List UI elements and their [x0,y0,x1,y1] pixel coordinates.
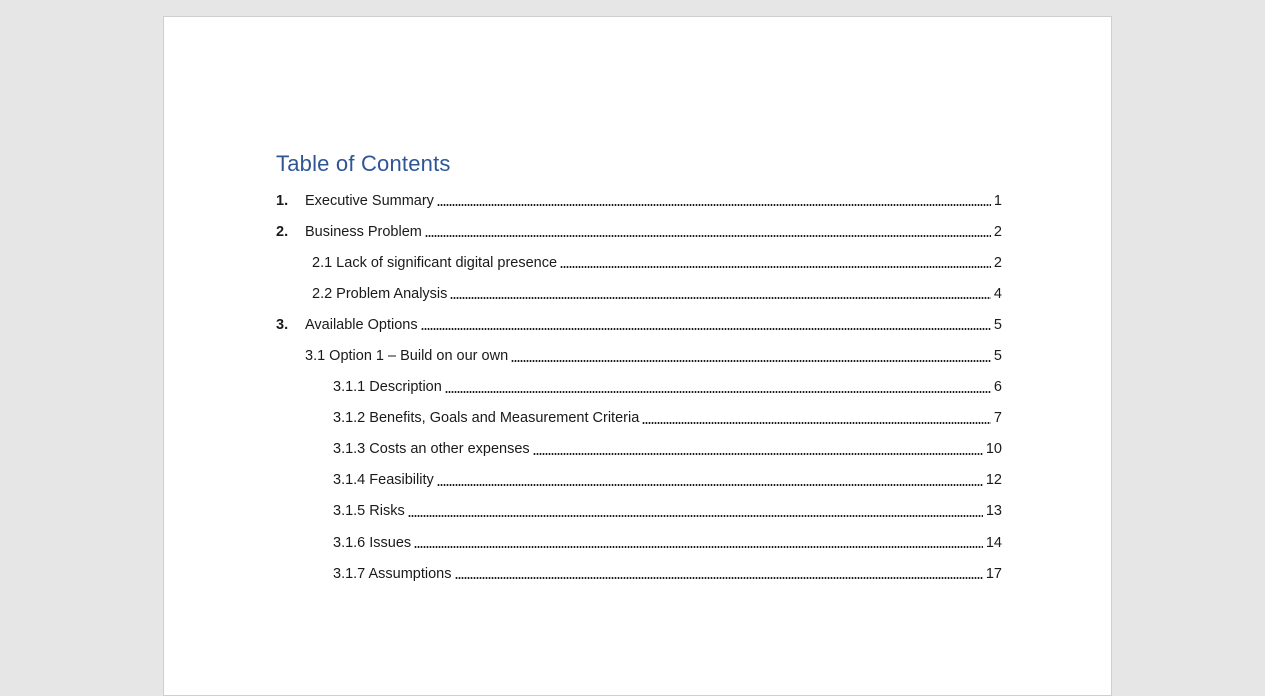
document-page [163,16,1112,696]
toc-dot-leader [445,391,991,393]
toc-entry-label: Executive Summary [305,192,434,209]
toc-entry-label: 2.1 Lack of significant digital presence [312,254,558,271]
toc-title: Table of Contents [276,151,451,176]
toc-entry-page: 2 [993,254,1002,271]
toc-entry-issues[interactable] [276,527,1002,558]
toc-dot-leader [437,484,983,486]
toc-entry-label: 3.1.7 Assumptions [333,565,452,582]
toc-entry-executive-summary[interactable] [276,185,1002,216]
toc-entry-page: 13 [985,503,1002,520]
toc-entry-costs[interactable] [276,434,1002,465]
toc-entry-page: 14 [985,534,1002,551]
toc-entry-label: 3.1.1 Description [333,379,442,396]
toc-entry-label: Business Problem [305,223,422,240]
toc-entry-label: 2.2 Problem Analysis [312,285,448,302]
toc-entry-benefits-goals[interactable] [276,403,1002,434]
toc-entry-assumptions[interactable] [276,558,1002,589]
toc-entry-page: 5 [993,348,1002,365]
toc-entry-risks[interactable] [276,496,1002,527]
toc-entry-business-problem[interactable] [276,216,1002,247]
toc-entry-page: 4 [993,285,1002,302]
toc-dot-leader [642,422,991,424]
toc-dot-leader [560,266,991,268]
toc-dot-leader [414,546,983,548]
toc-entry-problem-analysis[interactable] [276,278,1002,309]
toc-list [276,185,1002,589]
toc-entry-label: 3.1.2 Benefits, Goals and Measurement Criteria [333,410,640,427]
toc-entry-available-options[interactable] [276,309,1002,340]
toc-entry-label: 3.1.6 Issues [333,534,412,551]
toc-entry-page: 10 [985,441,1002,458]
toc-entry-label: 3.1.3 Costs an other expenses [333,441,530,458]
toc-entry-label: 3.1 Option 1 – Build on our own [305,348,509,365]
toc-dot-leader [425,235,991,237]
toc-dot-leader [450,297,991,299]
toc-entry-description[interactable] [276,372,1002,403]
toc-entry-lack-of-digital-presence[interactable] [276,247,1002,278]
toc-entry-page: 7 [993,410,1002,427]
toc-entry-label: 3.1.4 Feasibility [333,472,434,489]
toc-entry-feasibility[interactable] [276,465,1002,496]
toc-entry-number: 1. [276,192,289,209]
toc-entry-number: 2. [276,223,289,240]
toc-entry-page: 12 [985,472,1002,489]
toc-dot-leader [511,360,991,362]
toc-entry-label: Available Options [305,316,418,333]
toc-entry-page: 1 [993,192,1002,209]
toc-dot-leader [421,328,991,330]
toc-entry-page: 17 [985,565,1002,582]
toc-dot-leader [408,515,983,517]
toc-entry-page: 6 [993,379,1002,396]
toc-dot-leader [437,204,991,206]
toc-entry-number: 3. [276,316,289,333]
toc-dot-leader [533,453,983,455]
toc-entry-option-1[interactable] [276,340,1002,371]
toc-entry-label: 3.1.5 Risks [333,503,405,520]
toc-entry-page: 2 [993,223,1002,240]
toc-dot-leader [455,577,983,579]
toc-entry-page: 5 [993,316,1002,333]
